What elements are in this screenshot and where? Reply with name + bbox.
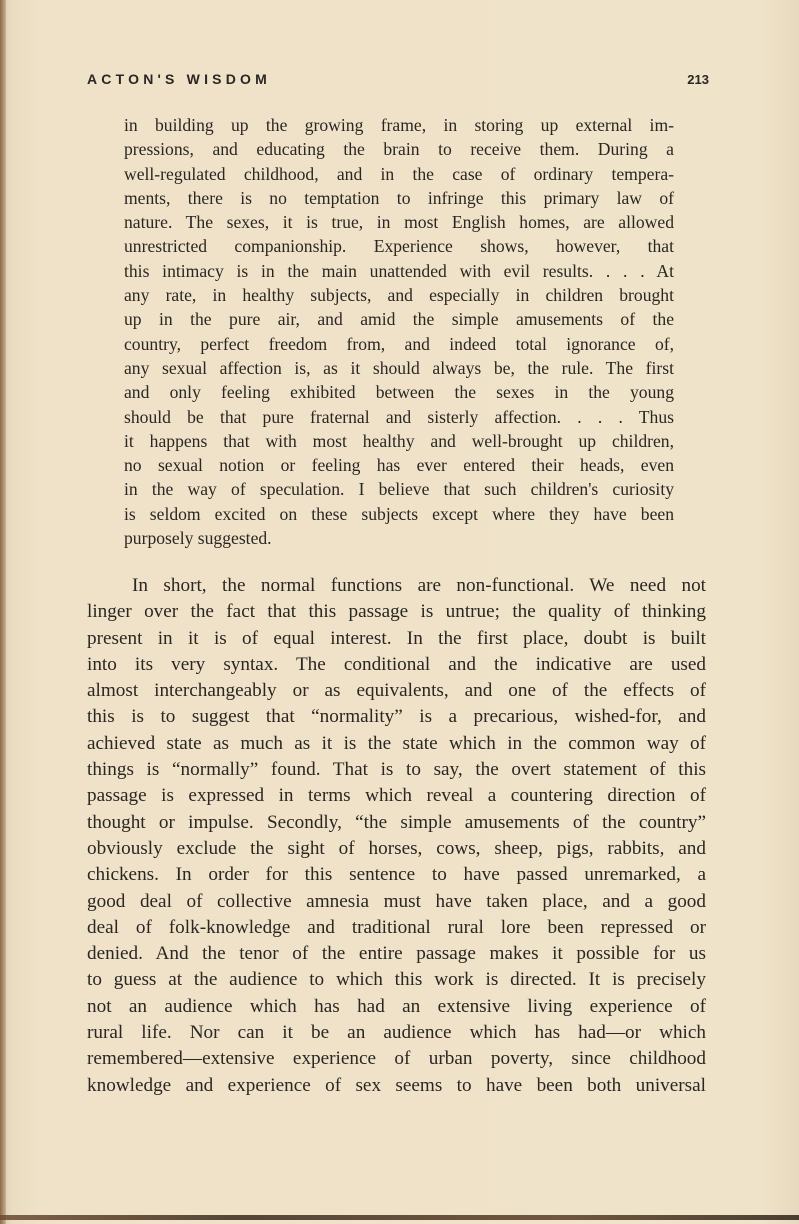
body-line: linger over the fact that this passage is untrue; the quality of thinking bbox=[87, 601, 706, 623]
body-line: achieved state as much as it is the state which in the common way of bbox=[87, 732, 706, 754]
body-line: deal of folk-knowledge and traditional rural lore been repressed or bbox=[87, 916, 706, 938]
quote-line: any sexual affection is, as it should always be, the rule. The first bbox=[124, 357, 674, 378]
body-paragraph bbox=[87, 573, 706, 1099]
body-line: good deal of collective amnesia must have taken place, and a good bbox=[87, 890, 706, 912]
body-line: not an audience which has had an extensive living experience of bbox=[87, 995, 706, 1017]
body-line: almost interchangeably or as equivalents, and one of the effects of bbox=[87, 680, 706, 702]
quote-line: and only feeling exhibited between the sexes in the young bbox=[124, 382, 674, 403]
body-line: In short, the normal functions are non-functional. We need not bbox=[132, 575, 706, 596]
body-line: this is to suggest that “normality” is a precarious, wished-for, and bbox=[87, 706, 706, 728]
quote-line: purposely suggested. bbox=[124, 528, 272, 549]
body-line: things is “normally” found. That is to say, the overt statement of this bbox=[87, 759, 706, 781]
page-spine-edge bbox=[0, 0, 6, 1224]
body-line: denied. And the tenor of the entire passage makes it possible for us bbox=[87, 943, 706, 965]
quote-line: country, perfect freedom from, and indeed total ignorance of, bbox=[124, 333, 674, 354]
page-bottom-edge bbox=[0, 1215, 799, 1220]
quote-line: any rate, in healthy subjects, and especially in children brought bbox=[124, 285, 674, 306]
quote-line: in building up the growing frame, in storing up external im- bbox=[124, 115, 674, 135]
quote-line: ments, there is no temptation to infringe this primary law of bbox=[124, 187, 674, 208]
quote-line: this intimacy is in the main unattended with evil results. . . . At bbox=[124, 260, 674, 281]
page-number: 213 bbox=[687, 72, 709, 87]
body-line: passage is expressed in terms which reveal a countering direction of bbox=[87, 785, 706, 807]
quote-line: nature. The sexes, it is true, in most English homes, are allowed bbox=[124, 212, 674, 233]
quote-line: should be that pure fraternal and sisterly affection. . . . Thus bbox=[124, 406, 674, 427]
quote-line: up in the pure air, and amid the simple amusements of the bbox=[124, 309, 674, 330]
quote-line: is seldom excited on these subjects except where they have been bbox=[124, 503, 674, 524]
body-line: to guess at the audience to which this work is directed. It is precisely bbox=[87, 969, 706, 991]
block-quote bbox=[124, 113, 674, 550]
body-line: chickens. In order for this sentence to have passed unremarked, a bbox=[87, 864, 706, 886]
body-line: rural life. Nor can it be an audience which has had—or which bbox=[87, 1022, 706, 1044]
quote-line: well-regulated childhood, and in the case of ordinary tempera- bbox=[124, 163, 674, 184]
quote-line: it happens that with most healthy and well-brought up children, bbox=[124, 430, 674, 451]
quote-line: in the way of speculation. I believe that such children's curiosity bbox=[124, 479, 674, 500]
body-line: thought or impulse. Secondly, “the simple amusements of the country” bbox=[87, 811, 706, 833]
body-line: obviously exclude the sight of horses, cows, sheep, pigs, rabbits, and bbox=[87, 837, 706, 859]
quote-line: pressions, and educating the brain to receive them. During a bbox=[124, 139, 674, 160]
quote-line: unrestricted companionship. Experience shows, however, that bbox=[124, 236, 674, 257]
running-head: ACTON'S WISDOM bbox=[87, 71, 271, 87]
body-line: into its very syntax. The conditional and the indicative are used bbox=[87, 653, 706, 675]
quote-line: no sexual notion or feeling has ever entered their heads, even bbox=[124, 455, 674, 476]
body-line: knowledge and experience of sex seems to have been both universal bbox=[87, 1074, 706, 1096]
body-line: remembered—extensive experience of urban poverty, since childhood bbox=[87, 1048, 706, 1070]
body-line: present in it is of equal interest. In the first place, doubt is built bbox=[87, 627, 706, 649]
